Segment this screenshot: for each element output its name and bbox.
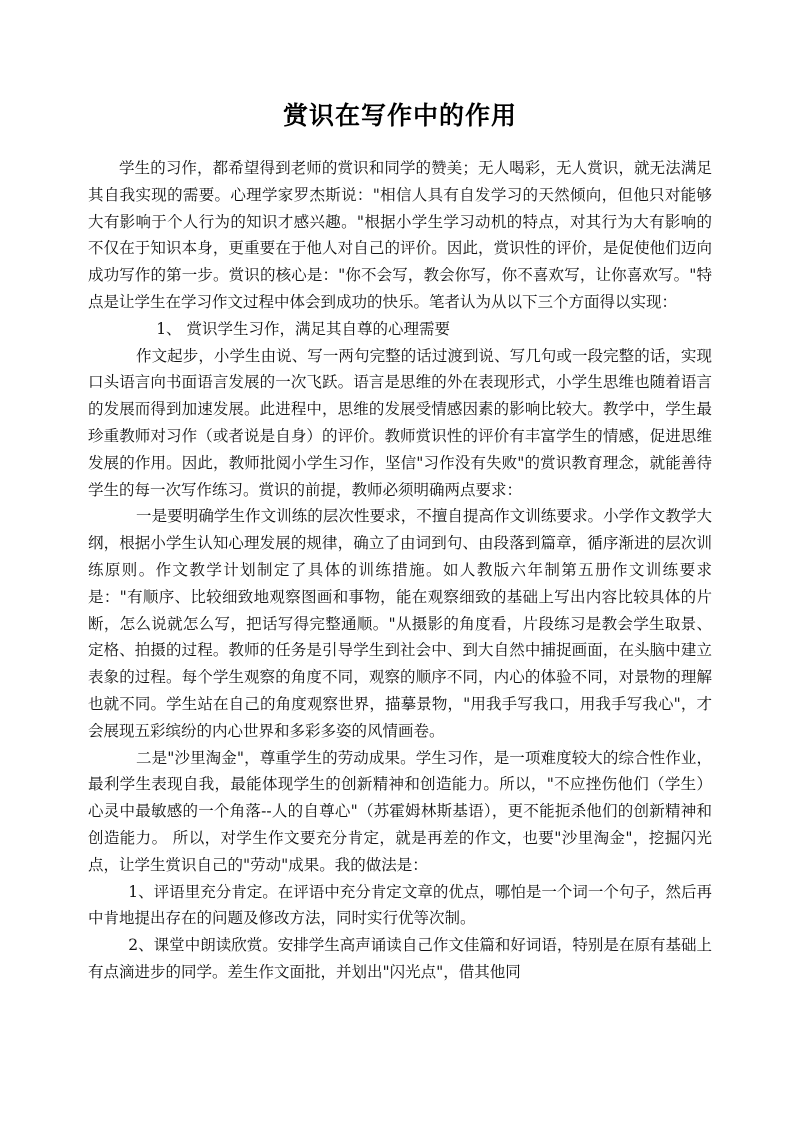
paragraph-method-1: 1、评语里充分肯定。在评语中充分肯定文章的优点，哪怕是一个词一个句子，然后再中肯地提出存在的问题及修改方法，同时实行优等次制。 xyxy=(88,882,712,928)
paragraph-method-2: 2、课堂中朗读欣赏。安排学生高声诵读自己作文佳篇和好词语，特别是在原有基础上有点滴进步的同学。差生作文面批，并划出"闪光点"，借其他同 xyxy=(88,936,712,981)
paragraph-intro: 学生的习作，都希望得到老师的赏识和同学的赞美；无人喝彩，无人赏识，就无法满足其自我实现的需要。心理学家罗杰斯说："相信人具有自发学习的天然倾向，但他只对能够大有影响于个人行为的知识才感兴趣。"根据小学生学习动机的特点，对其行为大有影响的不仅在于知识本身，更重要在于他人对自己的评价。因此，赏识性的评价，是促使他们迈向成功写作的第一步。赏识的核心是："你不会写，教会你写，你不喜欢写，让你喜欢写。"特点是让学生在学习作文过程中体会到成功的快乐。笔者认为从以下三个方面得以实现： xyxy=(88,159,712,311)
paragraph-point-2: 二是"沙里淘金"，尊重学生的劳动成果。学生习作，是一项难度较大的综合性作业，最利学生表现自我，最能体现学生的创新精神和创造能力。所以，"不应挫伤他们（学生）心灵中最敏感的一个角落--人的自尊心"（苏霍姆林斯基语），更不能扼杀他们的创新精神和创造能力。 所以，对学生作文要充分肯定，就是再差的作文，也要"沙里淘金"，挖掘闪光点，让学生赏识自己的"劳动"成果。我的做法是： xyxy=(88,748,712,874)
section-heading-1: 1、 赏识学生习作，满足其自尊的心理需要 xyxy=(156,319,450,338)
document-title: 赏识在写作中的作用 xyxy=(282,101,517,130)
document-body xyxy=(88,155,712,986)
paragraph-section-1: 作文起步，小学生由说、写一两句完整的话过渡到说、写几句或一段完整的话，实现口头语言向书面语言发展的一次飞跃。语言是思维的外在表现形式，小学生思维也随着语言的发展而得到加速发展。此进程中，思维的发展受情感因素的影响比较大。教学中，学生最珍重教师对习作（或者说是自身）的评价。教师赏识性的评价有丰富学生的情感，促进思维发展的作用。因此，教师批阅小学生习作，坚信"习作没有失败"的赏识教育理念，就能善待学生的每一次写作练习。赏识的前提，教师必须明确两点要求： xyxy=(88,346,712,499)
paragraph-point-1: 一是要明确学生作文训练的层次性要求，不擅自提高作文训练要求。小学作文教学大纲，根据小学生认知心理发展的规律，确立了由词到句、由段落到篇章，循序渐进的层次训练原则。作文教学计划制定了具体的训练措施。如人教版六年制第五册作文训练要求是："有顺序、比较细致地观察图画和事物，能在观察细致的基础上写出内容比较具体的片断，怎么说就怎么写，把话写得完整通顺。"从摄影的角度看，片段练习是教会学生取景、定格、拍摄的过程。教师的任务是引导学生到社会中、到大自然中捕捉画面，在头脑中建立表象的过程。每个学生观察的角度不同，观察的顺序不同，内心的体验不同，对景物的理解也就不同。学生站在自己的角度观察世界，描摹景物，"用我手写我口，用我手写我心"，才会展现五彩缤纷的内心世界和多彩多姿的风情画卷。 xyxy=(88,507,712,740)
